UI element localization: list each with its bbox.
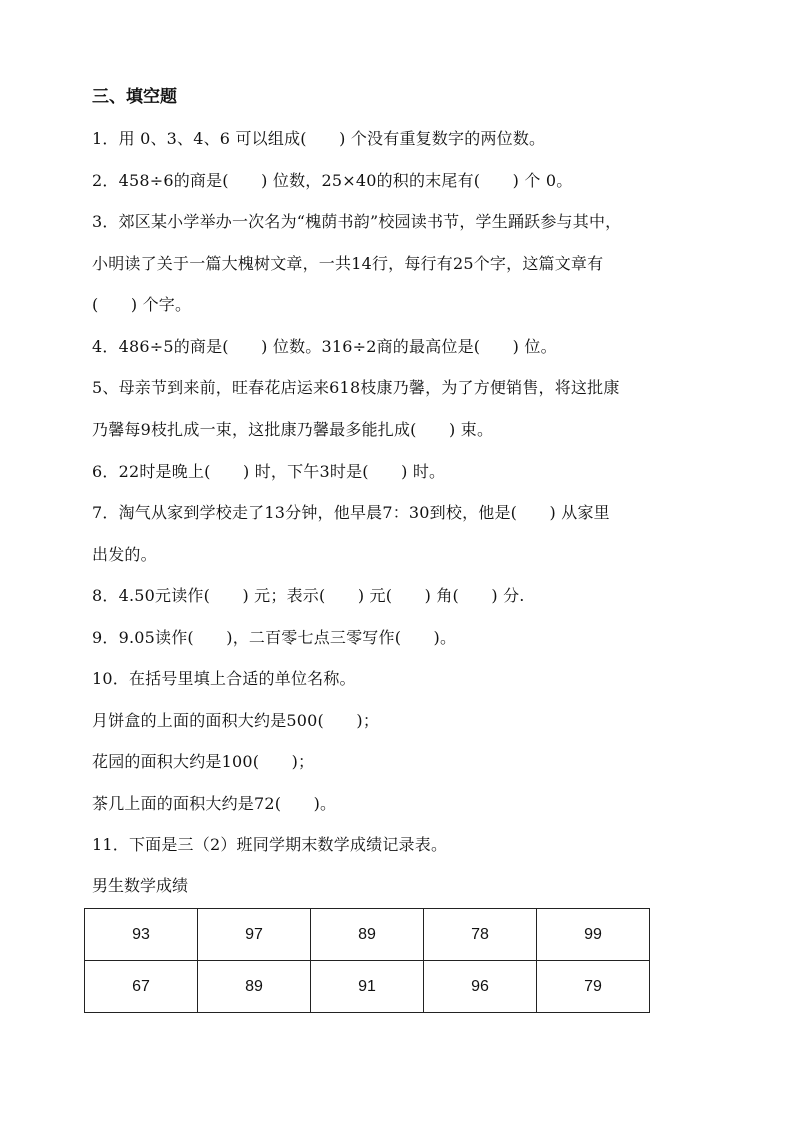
table-row (85, 961, 650, 1013)
table-caption: 男生数学成绩 (92, 876, 189, 895)
score-cell: 79 (537, 961, 650, 1013)
score-cell: 89 (311, 909, 424, 961)
score-cell: 99 (537, 909, 650, 961)
question-10-item-1: 月饼盒的上面的面积大约是500( )； (92, 711, 380, 730)
question-2: 2．458÷6的商是( ) 位数，25×40的积的末尾有( ) 个 0。 (92, 171, 573, 190)
table-row (85, 909, 650, 961)
question-3-line-1: 3．郊区某小学举办一次名为“槐荫书韵”校园读书节，学生踊跃参与其中， (92, 212, 622, 231)
score-cell: 97 (198, 909, 311, 961)
question-6: 6．22时是晚上( ) 时，下午3时是( ) 时。 (92, 462, 446, 481)
question-4: 4．486÷5的商是( ) 位数。316÷2商的最高位是( ) 位。 (92, 337, 557, 356)
question-10-item-2: 花园的面积大约是100( )； (92, 752, 315, 771)
score-cell: 89 (198, 961, 311, 1013)
score-cell: 67 (85, 961, 198, 1013)
score-cell: 78 (424, 909, 537, 961)
question-3-line-2: 小明读了关于一篇大槐树文章，一共14行，每行有25个字，这篇文章有 (92, 254, 604, 273)
question-8: 8．4.50元读作( ) 元；表示( ) 元( ) 角( ) 分. (92, 586, 525, 605)
question-10-item-3: 茶几上面的面积大约是72( )。 (92, 794, 337, 813)
question-7-line-1: 7．淘气从家到学校走了13分钟，他早晨7：30到校，他是( ) 从家里 (92, 503, 610, 522)
section-title: 三、填空题 (92, 87, 177, 107)
question-9: 9．9.05读作( )，二百零七点三零写作( )。 (92, 628, 457, 647)
score-cell: 96 (424, 961, 537, 1013)
scores-table (84, 908, 650, 1013)
question-5-line-1: 5、母亲节到来前，旺春花店运来618枝康乃馨，为了方便销售，将这批康 (92, 378, 620, 397)
question-5-line-2: 乃馨每9枝扎成一束，这批康乃馨最多能扎成( ) 束。 (92, 420, 494, 439)
question-1: 1．用 0、3、4、6 可以组成( ) 个没有重复数字的两位数。 (92, 129, 546, 148)
question-10: 10．在括号里填上合适的单位名称。 (92, 669, 356, 688)
score-cell: 93 (85, 909, 198, 961)
question-7-line-2: 出发的。 (92, 545, 157, 564)
question-3-line-3: ( ) 个字。 (92, 295, 192, 314)
question-11: 11．下面是三（2）班同学期末数学成绩记录表。 (92, 835, 448, 854)
score-cell: 91 (311, 961, 424, 1013)
